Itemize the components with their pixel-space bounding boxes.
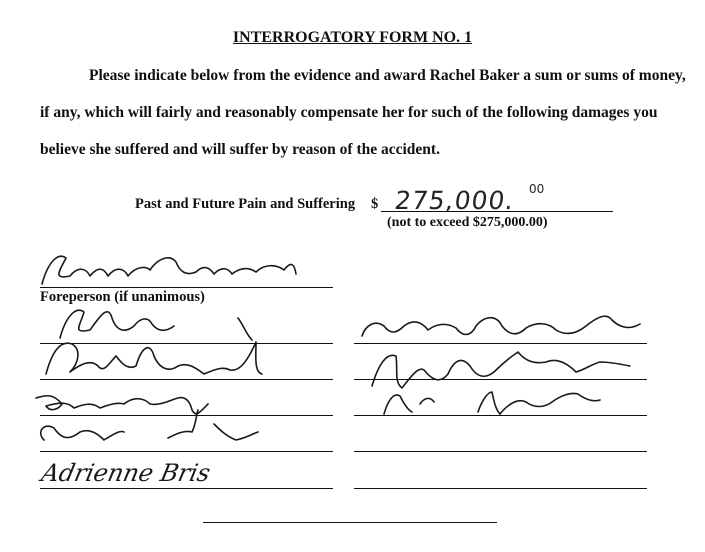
instruction-line-3: believe she suffered and will suffer by reason of the accident. [40, 141, 440, 158]
juror-signature [384, 392, 600, 414]
award-cap-note: (not to exceed $275,000.00) [387, 215, 548, 230]
currency-symbol: $ [371, 196, 379, 212]
form-title: INTERROGATORY FORM NO. 1 [232, 29, 473, 46]
juror-signature [60, 310, 252, 340]
foreperson-signature [42, 256, 296, 284]
foreperson-caption: Foreperson (if unanimous) [40, 289, 205, 305]
juror-signature [362, 316, 640, 336]
juror-signature [46, 342, 262, 374]
juror-signature [36, 396, 208, 414]
damage-category-label: Past and Future Pain and Suffering [135, 196, 356, 212]
juror-signature [372, 352, 630, 388]
instruction-line-2: if any, which will fairly and reasonably compensate her for such of the following damages you [40, 104, 658, 121]
handwritten-award-amount: 275,000. [392, 186, 517, 215]
juror-signature [41, 410, 258, 440]
instruction-line-1: Please indicate below from the evidence and award Rachel Baker a sum or sums of money, [89, 67, 686, 84]
handwritten-juror-name: Adrienne Bris [39, 459, 213, 487]
handwritten-award-cents: 00 [529, 182, 545, 196]
